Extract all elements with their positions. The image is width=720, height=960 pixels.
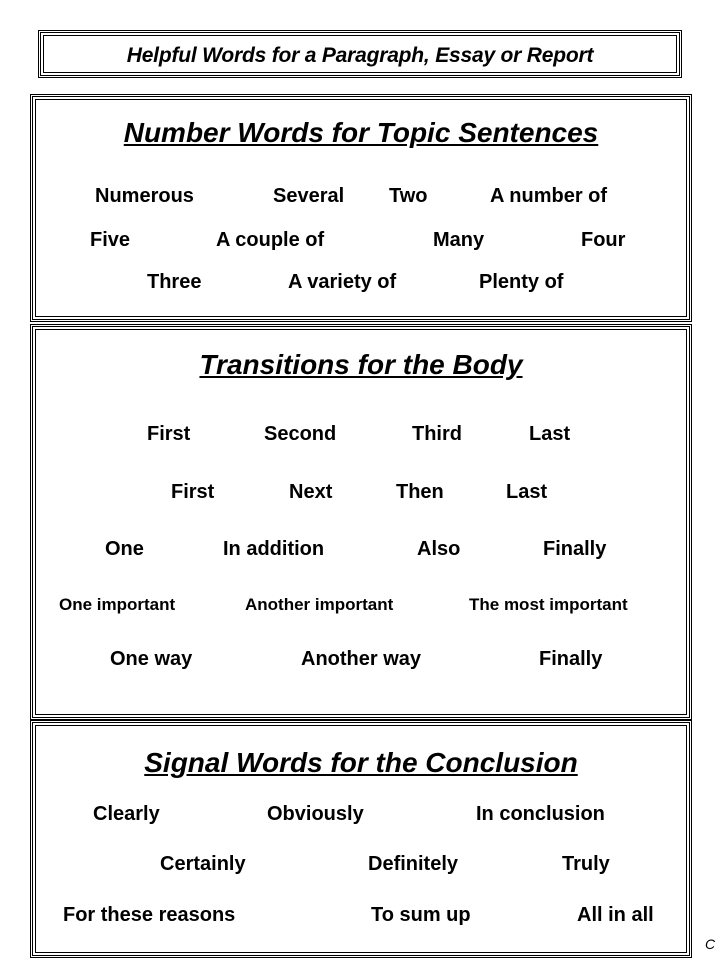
topic-heading: Number Words for Topic Sentences — [123, 117, 599, 148]
conclusion-word: Obviously — [267, 803, 364, 825]
body-word: One important — [59, 595, 176, 614]
body-word: Last — [506, 481, 548, 503]
topic-word: Many — [433, 229, 485, 251]
body-word: Another way — [301, 648, 422, 670]
conclusion-box — [30, 720, 692, 958]
corner-mark: C — [705, 936, 716, 952]
topic-sentences-box — [30, 94, 692, 322]
body-word: Second — [264, 423, 337, 445]
conclusion-heading: Signal Words for the Conclusion — [144, 747, 578, 778]
conclusion-word: Definitely — [368, 853, 459, 875]
topic-word: Five — [90, 229, 131, 251]
page-title: Helpful Words for a Paragraph, Essay or Report — [126, 44, 594, 67]
body-word: The most important — [469, 595, 628, 614]
body-word: Then — [396, 481, 444, 503]
body-heading: Transitions for the Body — [199, 349, 523, 380]
conclusion-word: To sum up — [371, 904, 471, 926]
body-word: First — [147, 423, 191, 445]
topic-word: A variety of — [288, 271, 397, 293]
body-word: Finally — [539, 648, 603, 670]
body-word: Finally — [543, 538, 607, 560]
conclusion-word: In conclusion — [476, 803, 605, 825]
topic-word: Plenty of — [479, 271, 564, 293]
body-word: First — [171, 481, 215, 503]
topic-word: Three — [147, 271, 202, 293]
title-box — [38, 30, 682, 78]
conclusion-word: All in all — [577, 904, 654, 926]
body-word: One way — [110, 648, 193, 670]
topic-word: Four — [581, 229, 626, 251]
body-word: Third — [412, 423, 462, 445]
conclusion-word: For these reasons — [63, 904, 236, 926]
body-word: Another important — [245, 595, 394, 614]
body-word: One — [105, 538, 144, 560]
topic-word: A couple of — [216, 229, 325, 251]
topic-word: Several — [273, 185, 345, 207]
transitions-box — [30, 324, 692, 720]
topic-word: Two — [389, 185, 428, 207]
topic-word: Numerous — [95, 185, 194, 207]
conclusion-word: Certainly — [160, 853, 246, 875]
topic-word: A number of — [490, 185, 608, 207]
conclusion-word: Truly — [562, 853, 610, 875]
body-word: Next — [289, 481, 333, 503]
conclusion-word: Clearly — [93, 803, 160, 825]
body-word: Also — [417, 538, 461, 560]
body-word: In addition — [223, 538, 325, 560]
body-word: Last — [529, 423, 571, 445]
